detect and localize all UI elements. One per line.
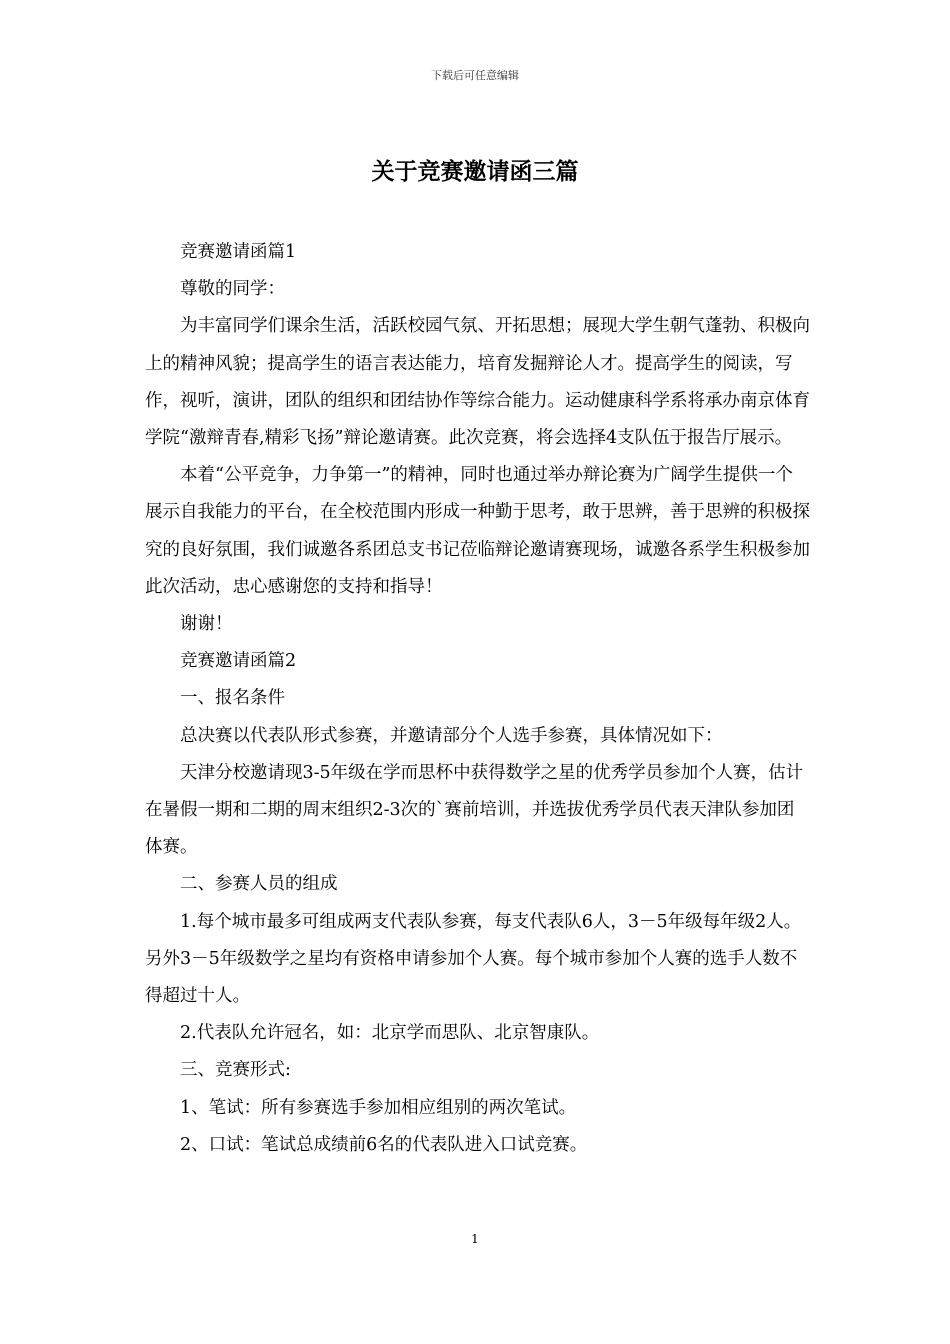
paragraph-section-2-heading: 竞赛邀请函篇2 bbox=[180, 651, 297, 672]
document-title: 关于竞赛邀请函三篇 bbox=[371, 158, 579, 185]
page-header-note: 下载后可任意编辑 bbox=[431, 69, 519, 82]
paragraph-purpose: 为丰富同学们课余生活，活跃校园气氛、开拓思想；展现大学生朝气蓬勃、积极向上的精神风貌；提高学生的语言表达能力，培育发掘辩论人才。提高学生的阅读，写作，视听，演讲，团队的组织和团结协作等综合能力。运动健康科学系将承办南京体育学院“激辩青春,精彩飞扬”辩论邀请赛。此次竞赛，将会选择4支队伍于报告厅展示。 bbox=[145, 316, 810, 449]
document-body bbox=[145, 234, 810, 1164]
paragraph-thanks: 谢谢！ bbox=[180, 614, 233, 635]
paragraph-section-1-heading: 竞赛邀请函篇1 bbox=[180, 242, 297, 262]
paragraph-format-heading: 三、竞赛形式: bbox=[180, 1060, 291, 1081]
paragraph-tianjin: 天津分校邀请现3-5年级在学而思杯中获得数学之星的优秀学员参加个人赛，估计在暑假一期和二期的周末组织2-3次的`赛前培训，并选拔优秀学员代表天津队参加团体赛。 bbox=[145, 762, 804, 858]
paragraph-oral-test: 2、口试：笔试总成绩前6名的代表队进入口试竞赛。 bbox=[180, 1134, 588, 1155]
paragraph-written-test: 1、笔试：所有参赛选手参加相应组别的两次笔试。 bbox=[180, 1097, 577, 1118]
paragraph-registration-heading: 一、报名条件 bbox=[180, 688, 285, 709]
paragraph-salutation: 尊敬的同学： bbox=[180, 279, 285, 300]
paragraph-registration-intro: 总决赛以代表队形式参赛，并邀请部分个人选手参赛，具体情况如下： bbox=[180, 725, 723, 746]
paragraph-invitation: 本着“公平竞争，力争第一”的精神，同时也通过举办辩论赛为广阔学生提供一个展示自我能力的平台，在全校范围内形成一种勤于思考，敢于思辨，善于思辨的积极探究的良好氛围，我们诚邀各系团总支书记莅临辩论邀请赛现场，诚邀各系学生积极参加此次活动，忠心感谢您的支持和指导！ bbox=[145, 465, 810, 597]
page-number: 1 bbox=[471, 1232, 479, 1246]
paragraph-composition-heading: 二、参赛人员的组成 bbox=[180, 874, 338, 895]
paragraph-composition-2: 2.代表队允许冠名，如：北京学而思队、北京智康队。 bbox=[180, 1023, 600, 1044]
paragraph-composition-1: 1.每个城市最多可组成两支代表队参赛，每支代表队6人，3－5年级每年级2人。另外3－5年级数学之星均有资格申请参加个人赛。每个城市参加个人赛的选手人数不得超过十人。 bbox=[145, 911, 802, 1007]
